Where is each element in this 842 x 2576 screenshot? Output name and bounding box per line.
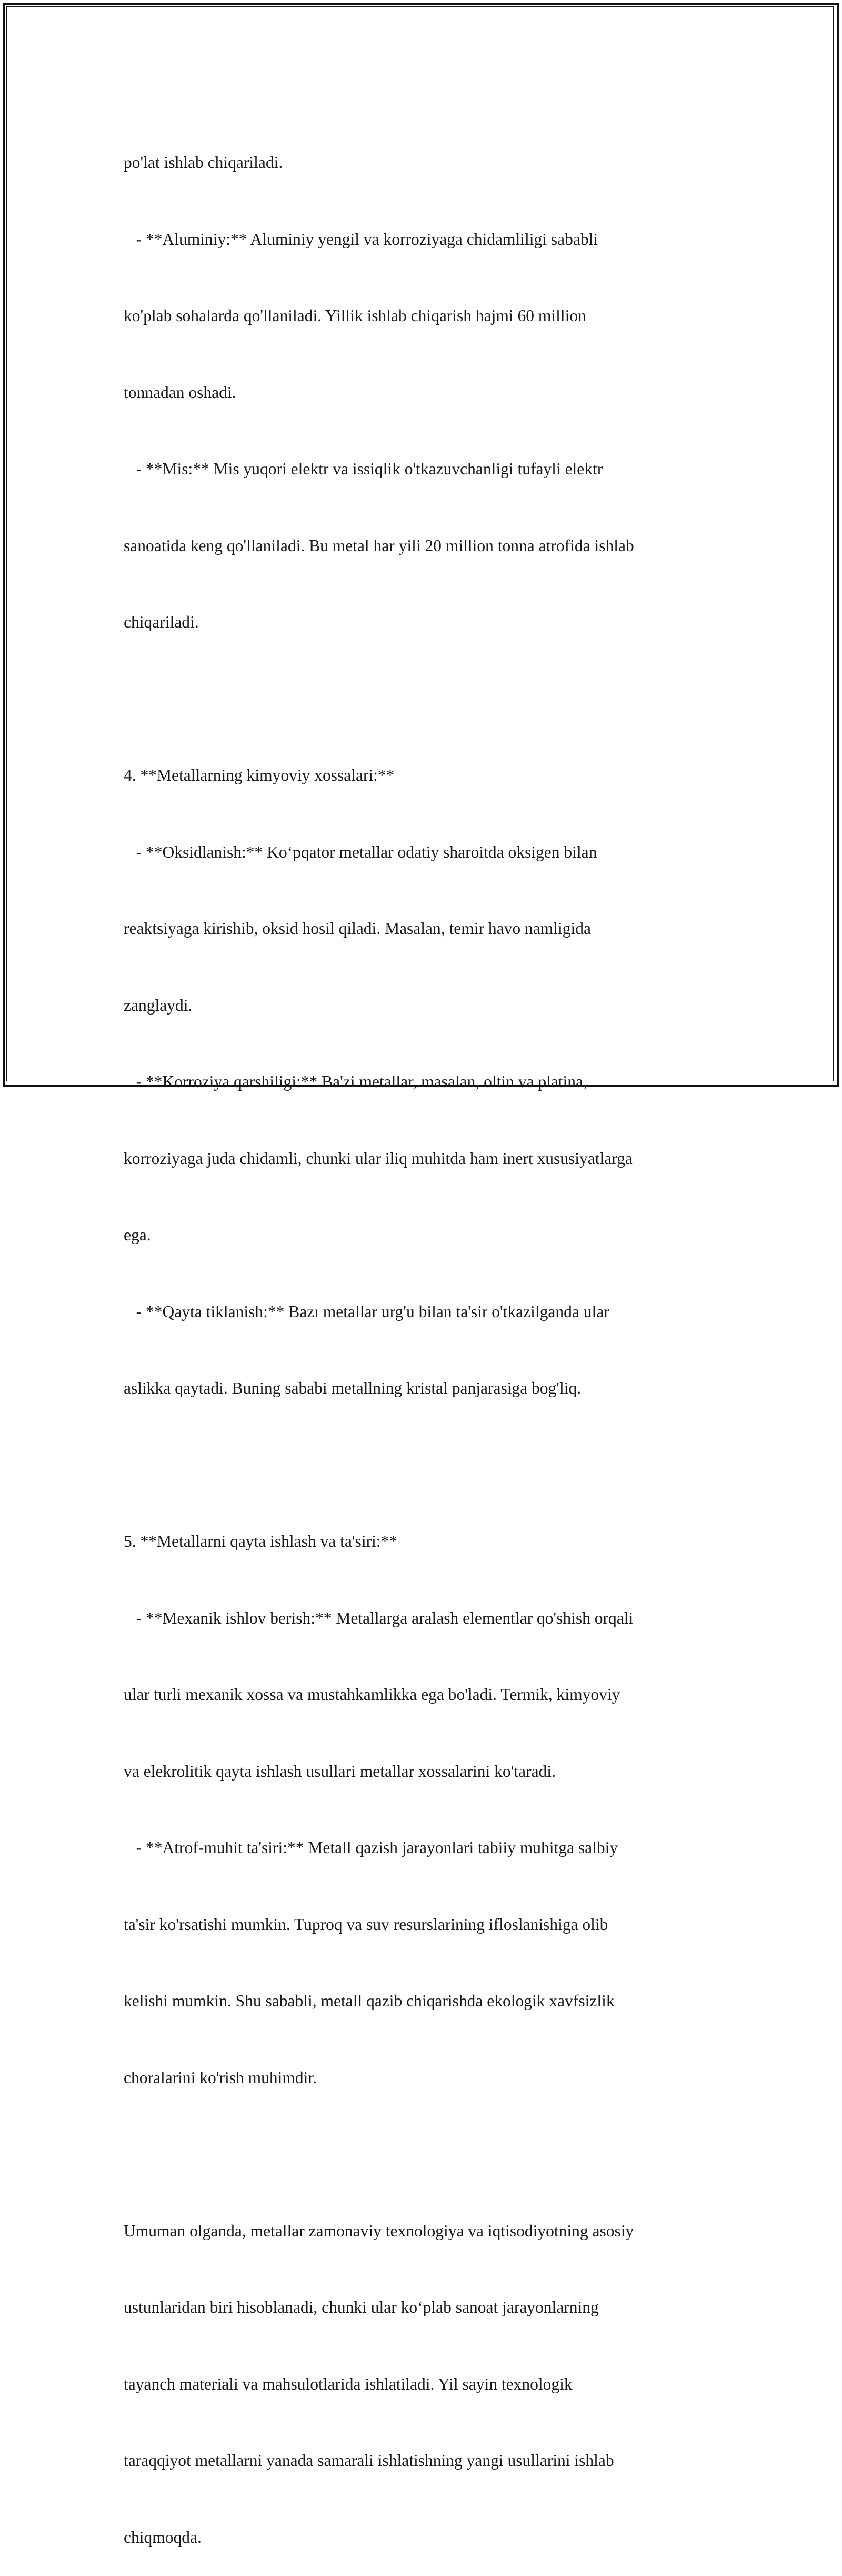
text-line: - **Mexanik ishlov berish:** Metallarga aralash elementlar qo'shish orqali	[124, 1608, 634, 1627]
conclusion-line: taraqqiyot metallarni yanada samarali ishlatishning yangi usullarini ishlab	[124, 2451, 614, 2470]
document-body	[124, 99, 724, 2576]
text-line: - **Oksidlanish:** Ko‘pqator metallar odatiy sharoitda oksigen bilan	[124, 842, 597, 861]
text-line: korroziyaga juda chidamli, chunki ular iliq muhitda ham inert xususiyatlarga	[124, 1149, 633, 1168]
text-line: chiqariladi.	[124, 613, 199, 631]
text-line: reaktsiyaga kirishib, oksid hosil qiladi. Masalan, temir havo namligida	[124, 919, 591, 938]
text-line: - **Korroziya qarshiligi:** Ba'zi metallar, masalan, oltin va platina,	[124, 1072, 587, 1091]
section-heading: 5. **Metallarni qayta ishlash va ta'siri:**	[124, 1532, 398, 1550]
text-line: ular turli mexanik xossa va mustahkamlikka ega bo'ladi. Termik, kimyoviy	[124, 1685, 620, 1704]
text-line: - **Mis:** Mis yuqori elektr va issiqlik o'tkazuvchanligi tufayli elektr	[124, 460, 603, 478]
text-line: - **Atrof-muhit ta'siri:** Metall qazish jarayonlari tabiiy muhitga salbiy	[124, 1838, 618, 1857]
text-line: ko'plab sohalarda qo'llaniladi. Yillik ishlab chiqarish hajmi 60 million	[124, 306, 586, 325]
blank-line	[124, 687, 724, 712]
blank-line	[124, 1453, 724, 1478]
text-line: zanglaydi.	[124, 996, 193, 1015]
text-line: choralarini ko'rish muhimdir.	[124, 2068, 317, 2087]
text-line: po'lat ishlab chiqariladi.	[124, 153, 283, 172]
conclusion-line: Umuman olganda, metallar zamonaviy texnologiya va iqtisodiyotning asosiy	[124, 2221, 634, 2240]
text-line: - **Aluminiy:** Aluminiy yengil va korroziyaga chidamliligi sababli	[124, 230, 598, 248]
conclusion-line: ustunlaridan biri hisoblanadi, chunki ular ko‘plab sanoat jarayonlarning	[124, 2298, 599, 2316]
text-line: kelishi mumkin. Shu sababli, metall qazib chiqarishda ekologik xavfsizlik	[124, 1992, 615, 2010]
text-line: sanoatida keng qo'llaniladi. Bu metal har yili 20 million tonna atrofida ishlab	[124, 536, 634, 555]
text-line: - **Qayta tiklanish:** Bazı metallar urg'u bilan ta'sir o'tkazilganda ular	[124, 1302, 609, 1321]
text-line: va elekrolitik qayta ishlash usullari metallar xossalarini ko'taradi.	[124, 1762, 556, 1781]
text-line: aslikka qaytadi. Buning sababi metallning kristal panjarasiga bog'liq.	[124, 1379, 582, 1397]
blank-line	[124, 2142, 724, 2167]
text-line: ega.	[124, 1226, 151, 1244]
conclusion-line: tayanch materiali va mahsulotlarida ishlatiladi. Yil sayin texnologik	[124, 2374, 573, 2393]
section-heading: 4. **Metallarning kimyoviy xossalari:**	[124, 766, 395, 784]
text-line: tonnadan oshadi.	[124, 383, 236, 402]
text-line: ta'sir ko'rsatishi mumkin. Tuproq va suv resurslarining ifloslanishiga olib	[124, 1915, 608, 1934]
conclusion-line: chiqmoqda.	[124, 2528, 202, 2547]
